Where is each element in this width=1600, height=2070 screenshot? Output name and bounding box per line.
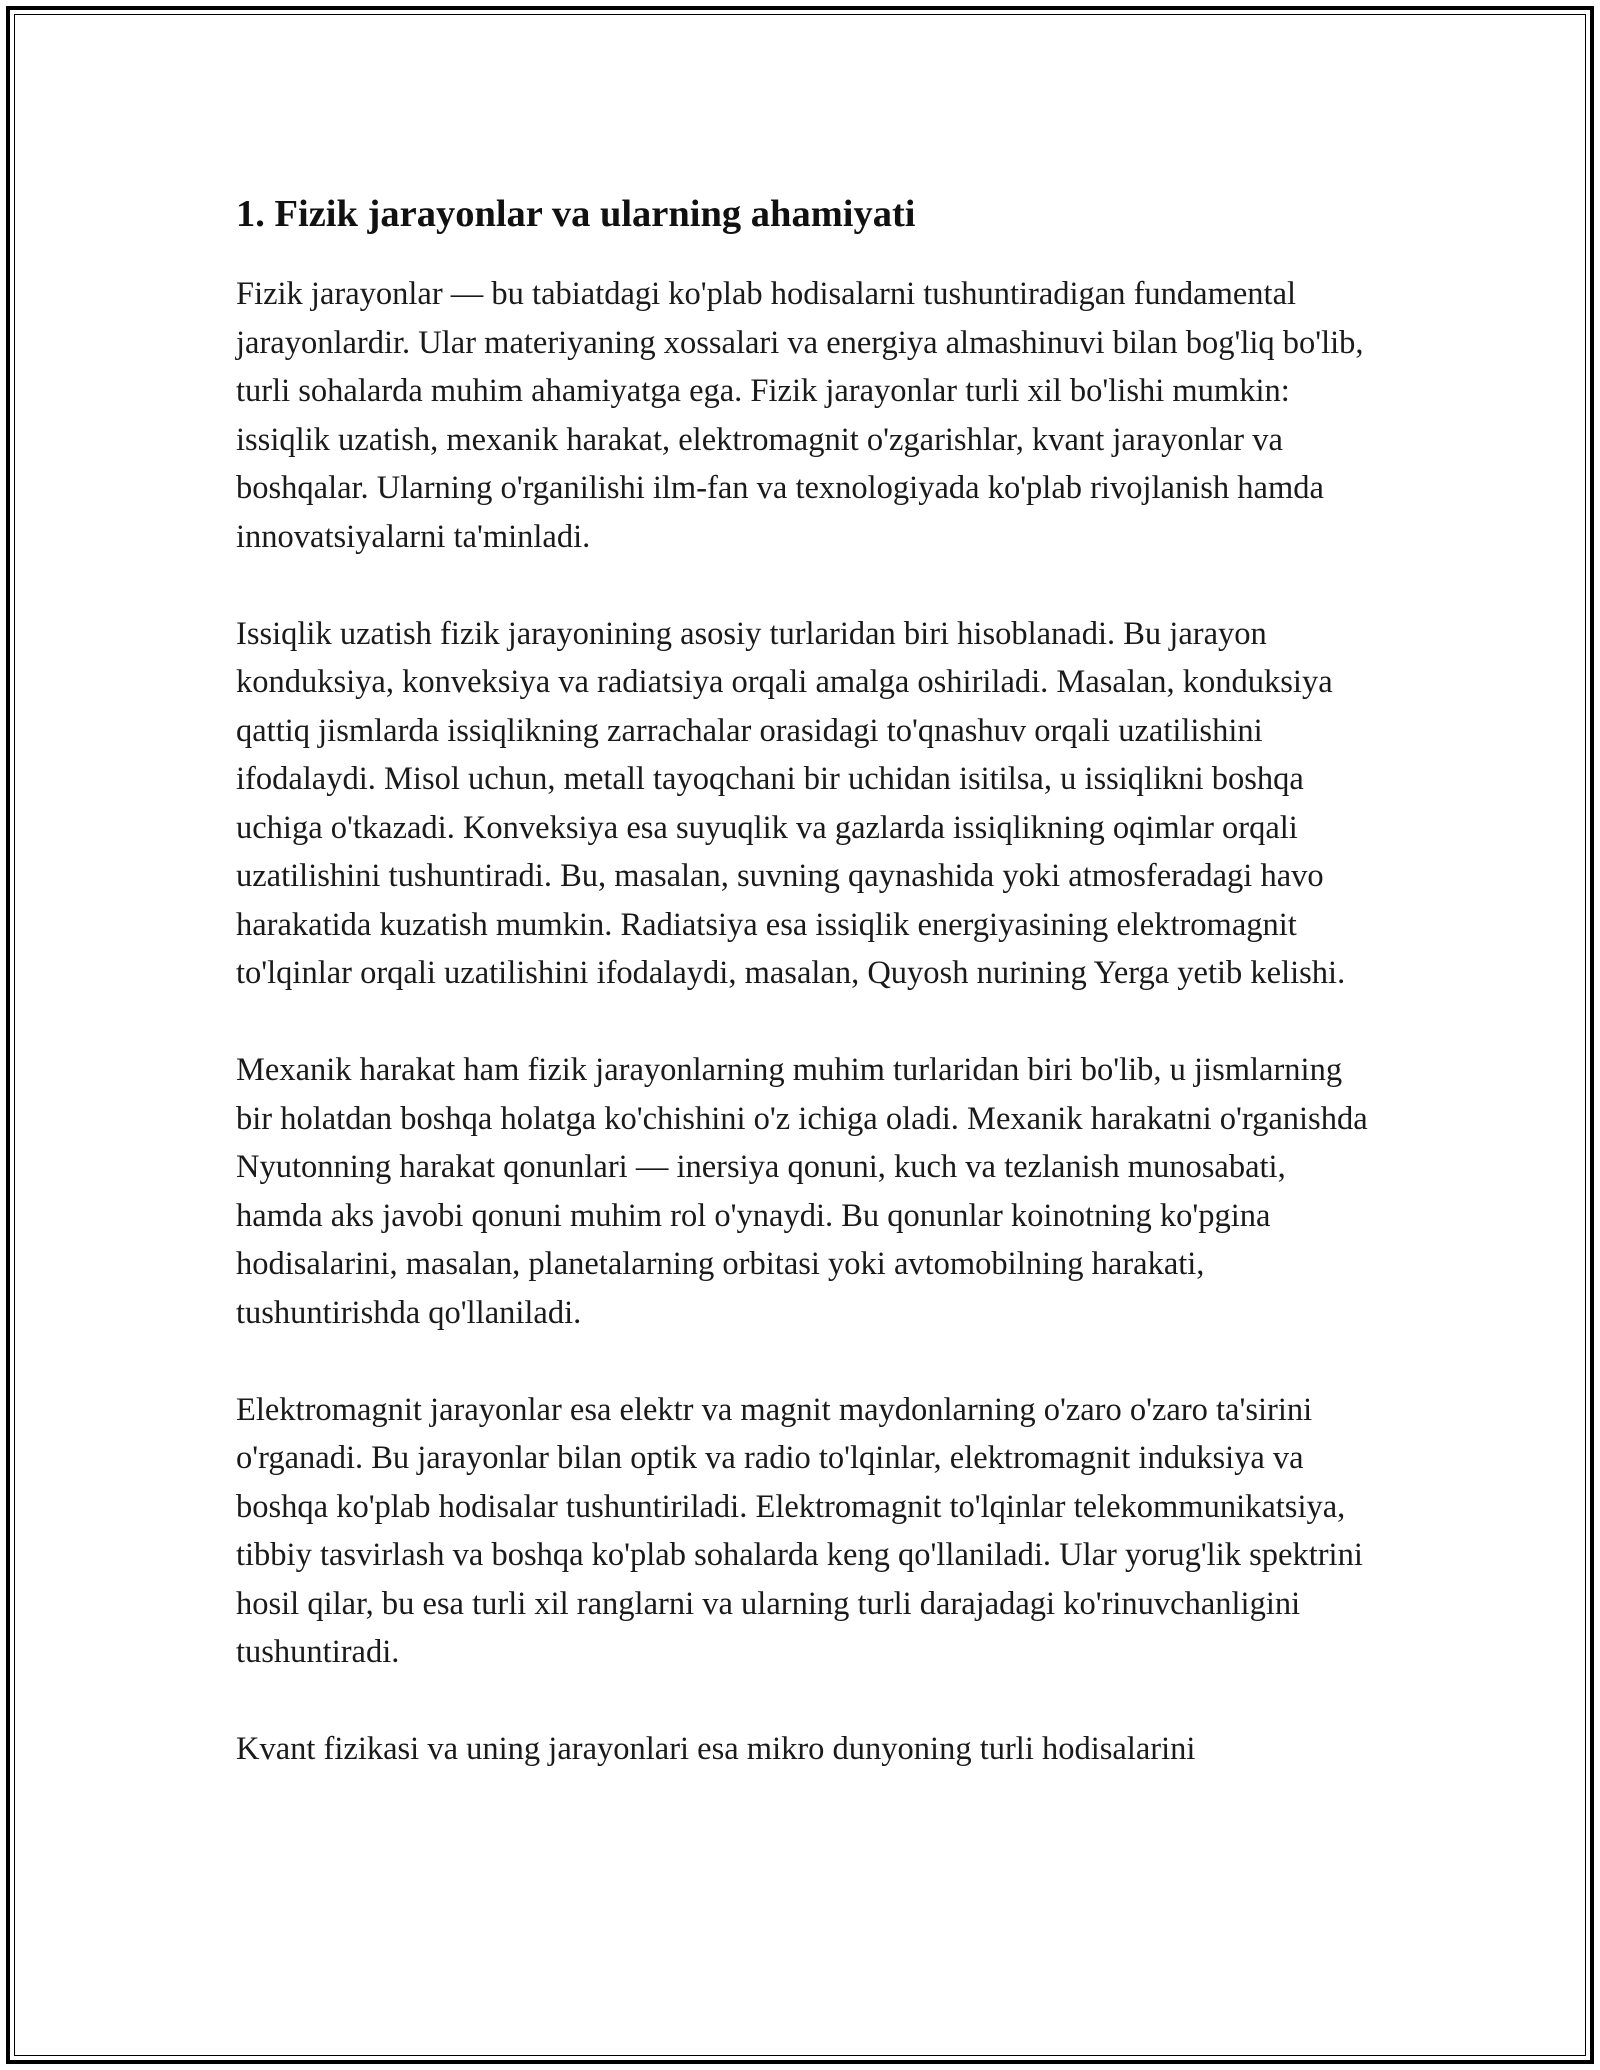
section-heading: 1. Fizik jarayonlar va ularning ahamiyati <box>236 193 916 235</box>
paragraph-mechanical-motion: Mexanik harakat ham fizik jarayonlarning muhim turlaridan biri bo'lib, u jismlarning bir holatdan boshqa holatga ko'chishini o'z ichiga oladi. Mexanik harakatni o'rganishda Nyutonning harakat qonunlari — inersiya qonuni, kuch va tezlanish munosabati, hamda aks javobi qonuni muhim rol o'ynaydi. Bu qonunlar koinotning ko'pgina hodisalarini, masalan, planetalarning orbitasi yoki avtomobilning harakati, tushuntirishda qo'llaniladi. <box>236 1052 1368 1331</box>
paragraph-heat-transfer: Issiqlik uzatish fizik jarayonining asosiy turlaridan biri hisoblanadi. Bu jarayon konduksiya, konveksiya va radiatsiya orqali amalga oshiriladi. Masalan, konduksiya qattiq jismlarda issiqlikning zarrachalar orasidagi to'qnashuv orqali uzatilishini ifodalaydi. Misol uchun, metall tayoqchani bir uchidan isitilsa, u issiqlikni boshqa uchiga o'tkazadi. Konveksiya esa suyuqlik va gazlarda issiqlikning oqimlar orqali uzatilishini tushuntiradi. Bu, masalan, suvning qaynashida yoki atmosferadagi havo harakatida kuzatish mumkin. Radiatsiya esa issiqlik energiyasining elektromagnit to'lqinlar orqali uzatilishini ifodalaydi, masalan, Quyosh nurining Yerga yetib kelishi. <box>236 615 1346 991</box>
paragraph-electromagnetic: Elektromagnit jarayonlar esa elektr va magnit maydonlarning o'zaro o'zaro ta'sirini o'rganadi. Bu jarayonlar bilan optik va radio to'lqinlar, elektromagnit induksiya va boshqa ko'plab hodisalar tushuntiriladi. Elektromagnit to'lqinlar telekommunikatsiya, tibbiy tasvirlash va boshqa ko'plab sohalarda keng qo'llaniladi. Ular yorug'lik spektrini hosil qilar, bu esa turli xil ranglarni va ularning turli darajadagi ko'rinuvchanligini tushuntiradi. <box>236 1391 1363 1670</box>
paragraph-quantum: Kvant fizikasi va uning jarayonlari esa mikro dunyoning turli hodisalarini <box>236 1731 1196 1767</box>
paragraph-intro: Fizik jarayonlar — bu tabiatdagi ko'plab hodisalarni tushuntiradigan fundamental jarayonlardir. Ular materiyaning xossalari va energiya almashinuvi bilan bog'liq bo'lib, turli sohalarda muhim ahamiyatga ega. Fizik jarayonlar turli xil bo'lishi mumkin: issiqlik uzatish, mexanik harakat, elektromagnit o'zgarishlar, kvant jarayonlar va boshqalar. Ularning o'rganilishi ilm-fan va texnologiyada ko'plab rivojlanish hamda innovatsiyalarni ta'minladi. <box>236 276 1364 555</box>
document-body <box>236 188 1376 1774</box>
